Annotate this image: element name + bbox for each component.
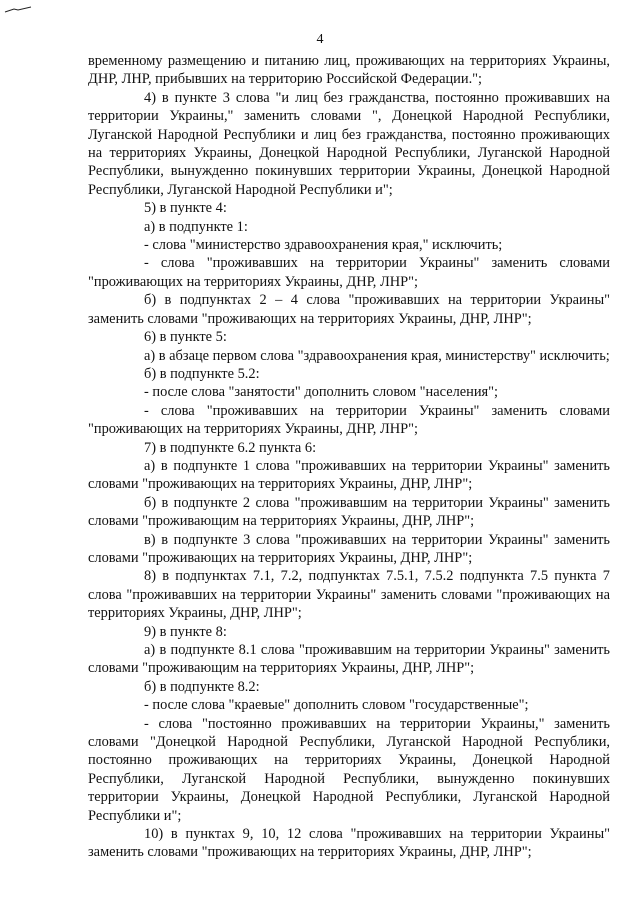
paragraph-16: в) в подпункте 3 слова "проживавших на территории Украины" заменить словами "проживающих на территориях Украины, ДНР, ЛНР";: [88, 531, 610, 566]
paragraph-8: 6) в пункте 5:: [144, 329, 227, 346]
scan-artifact-mark: [4, 6, 32, 14]
paragraph-13: 7) в подпункте 6.2 пункта 6:: [144, 439, 317, 456]
paragraph-1: временному размещению и питанию лиц, проживающих на территориях Украины, ДНР, ЛНР, прибывших на территорию Российской Федерации.";: [88, 53, 610, 88]
paragraph-19: а) в подпункте 8.1 слова "проживавшим на территории Украины" заменить словами "проживающим на территориях Украины, ДНР, ЛНР";: [88, 642, 610, 677]
paragraph-21: - после слова "краевые" дополнить словом "государственные";: [144, 697, 529, 714]
paragraph-22: - слова "постоянно проживавших на территории Украины," заменить словами "Донецкой Народной Республики, Луганской Народной Республики, постоянно проживающих на территориях Украины, Донецкой Народной Республики, Луганской Народной Республики, вынужденно покинувших территории Украины, Донецкой Народной Республики, Луганской Народной Республики и";: [88, 715, 610, 824]
paragraph-12: - слова "проживавших на территории Украины" заменить словами "проживающих на территориях Украины, ДНР, ЛНР";: [88, 402, 610, 438]
paragraph-4: а) в подпункте 1:: [144, 218, 248, 235]
paragraph-2: 4) в пункте 3 слова "и лиц без гражданства, постоянно проживавших на территории Украины," заменить словами ", Донецкой Народной Республики, Луганской Народной Республики и лиц без гражданства, постоянно проживающих на территориях Украины, Донецкой Народной Республики, Луганской Народной Республики, вынужденно покинувших территории Украины, Донецкой Народной Республики, Луганской Народной Республики и";: [88, 89, 610, 198]
paragraph-11: - после слова "занятости" дополнить словом "населения";: [144, 384, 499, 401]
paragraph-5: - слова "министерство здравоохранения края," исключить;: [144, 237, 503, 254]
document-body: [88, 52, 610, 862]
paragraph-15: б) в подпункте 2 слова "проживавшим на территории Украины" заменить словами "проживающим на территориях Украины, ДНР, ЛНР";: [88, 494, 610, 530]
paragraph-17: 8) в подпунктах 7.1, 7.2, подпунктах 7.5.1, 7.5.2 подпункта 7.5 пункта 7 слова "проживавших на территории Украины" заменить словами "проживающих на территориях Украины, ДНР, ЛНР";: [88, 568, 610, 622]
paragraph-14: а) в подпункте 1 слова "проживавших на территории Украины" заменить словами "проживающих на территориях Украины, ДНР, ЛНР";: [88, 457, 610, 493]
paragraph-9: а) в абзаце первом слова "здравоохранения края, министерству" исключить;: [144, 347, 610, 364]
paragraph-6: - слова "проживавших на территории Украины" заменить словами "проживающих на территориях Украины, ДНР, ЛНР";: [88, 255, 610, 290]
paragraph-10: б) в подпункте 5.2:: [144, 365, 260, 382]
paragraph-3: 5) в пункте 4:: [144, 200, 227, 217]
paragraph-23: 10) в пунктах 9, 10, 12 слова "проживавших на территории Украины" заменить словами "проживающих на территориях Украины, ДНР, ЛНР";: [88, 826, 610, 861]
paragraph-18: 9) в пункте 8:: [144, 623, 227, 640]
paragraph-7: б) в подпунктах 2 – 4 слова "проживавших на территории Украины" заменить словами "проживающих на территориях Украины, ДНР, ЛНР";: [88, 292, 610, 327]
paragraph-20: б) в подпункте 8.2:: [144, 678, 260, 695]
page-number: 4: [316, 32, 324, 47]
